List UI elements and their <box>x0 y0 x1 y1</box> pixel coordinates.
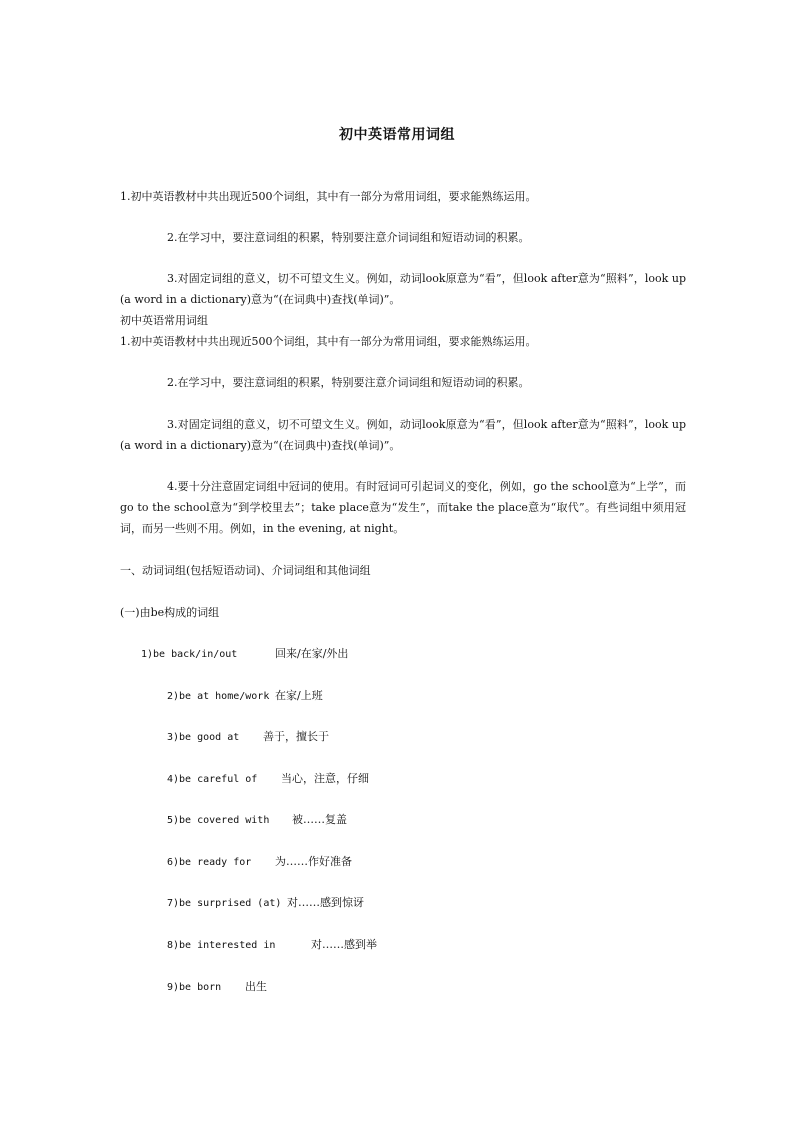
intro-1-paragraph-1: 1.初中英语教材中共出现近500个词组，其中有一部分为常用词组，要求能熟练运用。 <box>120 190 537 203</box>
phrase-english: 9)be born <box>167 982 222 993</box>
phrase-item <box>167 855 352 870</box>
subsection-heading: (一)由be构成的词组 <box>120 606 220 619</box>
phrase-english: 3)be good at <box>167 732 240 743</box>
phrase-english: 2)be at home/work <box>167 691 270 702</box>
intro-2-paragraph-2: 2.在学习中，要注意词组的积累，特别要注意介词词组和短语动词的积累。 <box>167 376 530 389</box>
phrase-item <box>141 647 348 662</box>
intro-1-paragraph-3: 3.对固定词组的意义，切不可望文生义。例如，动词look原意为“看”，但look after意为“照料”，look up (a word in a dictionary)意为“(在词典中)查找(单词)”。 <box>120 272 686 306</box>
intro-1-paragraph-2: 2.在学习中，要注意词组的积累，特别要注意介词词组和短语动词的积累。 <box>167 231 530 244</box>
phrase-chinese: 被……复盖 <box>292 813 347 826</box>
phrase-item <box>167 938 377 953</box>
intro-2-paragraph-3: 3.对固定词组的意义，切不可望文生义。例如，动词look原意为“看”，但look after意为“照料”，look up (a word in a dictionary)意为“(在词典中)查找(单词)”。 <box>120 418 686 452</box>
phrase-english: 7)be surprised (at) <box>167 898 282 909</box>
page-title: 初中英语常用词组 <box>339 127 455 143</box>
phrase-item <box>167 813 347 828</box>
phrase-chinese: 对……感到举 <box>311 938 377 951</box>
phrase-item <box>167 896 364 911</box>
phrase-english: 5)be covered with <box>167 815 270 826</box>
phrase-chinese: 为……作好准备 <box>275 855 352 868</box>
phrase-chinese: 对……感到惊讶 <box>287 896 364 909</box>
phrase-chinese: 善于，擅长于 <box>263 730 329 743</box>
repeat-heading: 初中英语常用词组 <box>120 314 208 327</box>
intro-2-paragraph-1: 1.初中英语教材中共出现近500个词组，其中有一部分为常用词组，要求能熟练运用。 <box>120 335 537 348</box>
intro-2-paragraph-4: 4.要十分注意固定词组中冠词的使用。有时冠词可引起词义的变化，例如，go the school意为“上学”，而go to the school意为“到学校里去”；take place意为“发生”，而take the place意为“取代”。有些词组中须用冠词，而另一些则不用。例如，in the evening, at night。 <box>120 480 686 535</box>
phrase-item <box>167 730 329 745</box>
phrase-item <box>167 772 369 787</box>
phrase-english: 1)be back/in/out <box>141 649 238 660</box>
phrase-chinese: 回来/在家/外出 <box>275 647 349 660</box>
phrase-item <box>167 980 267 995</box>
phrase-english: 8)be interested in <box>167 940 276 951</box>
phrase-chinese: 在家/上班 <box>275 689 323 702</box>
section-heading: 一、动词词组(包括短语动词)、介词词组和其他词组 <box>120 564 371 577</box>
phrase-english: 4)be careful of <box>167 774 258 785</box>
phrase-chinese: 当心，注意，仔细 <box>281 772 369 785</box>
phrase-item <box>167 689 323 704</box>
phrase-english: 6)be ready for <box>167 857 252 868</box>
phrase-chinese: 出生 <box>245 980 267 993</box>
